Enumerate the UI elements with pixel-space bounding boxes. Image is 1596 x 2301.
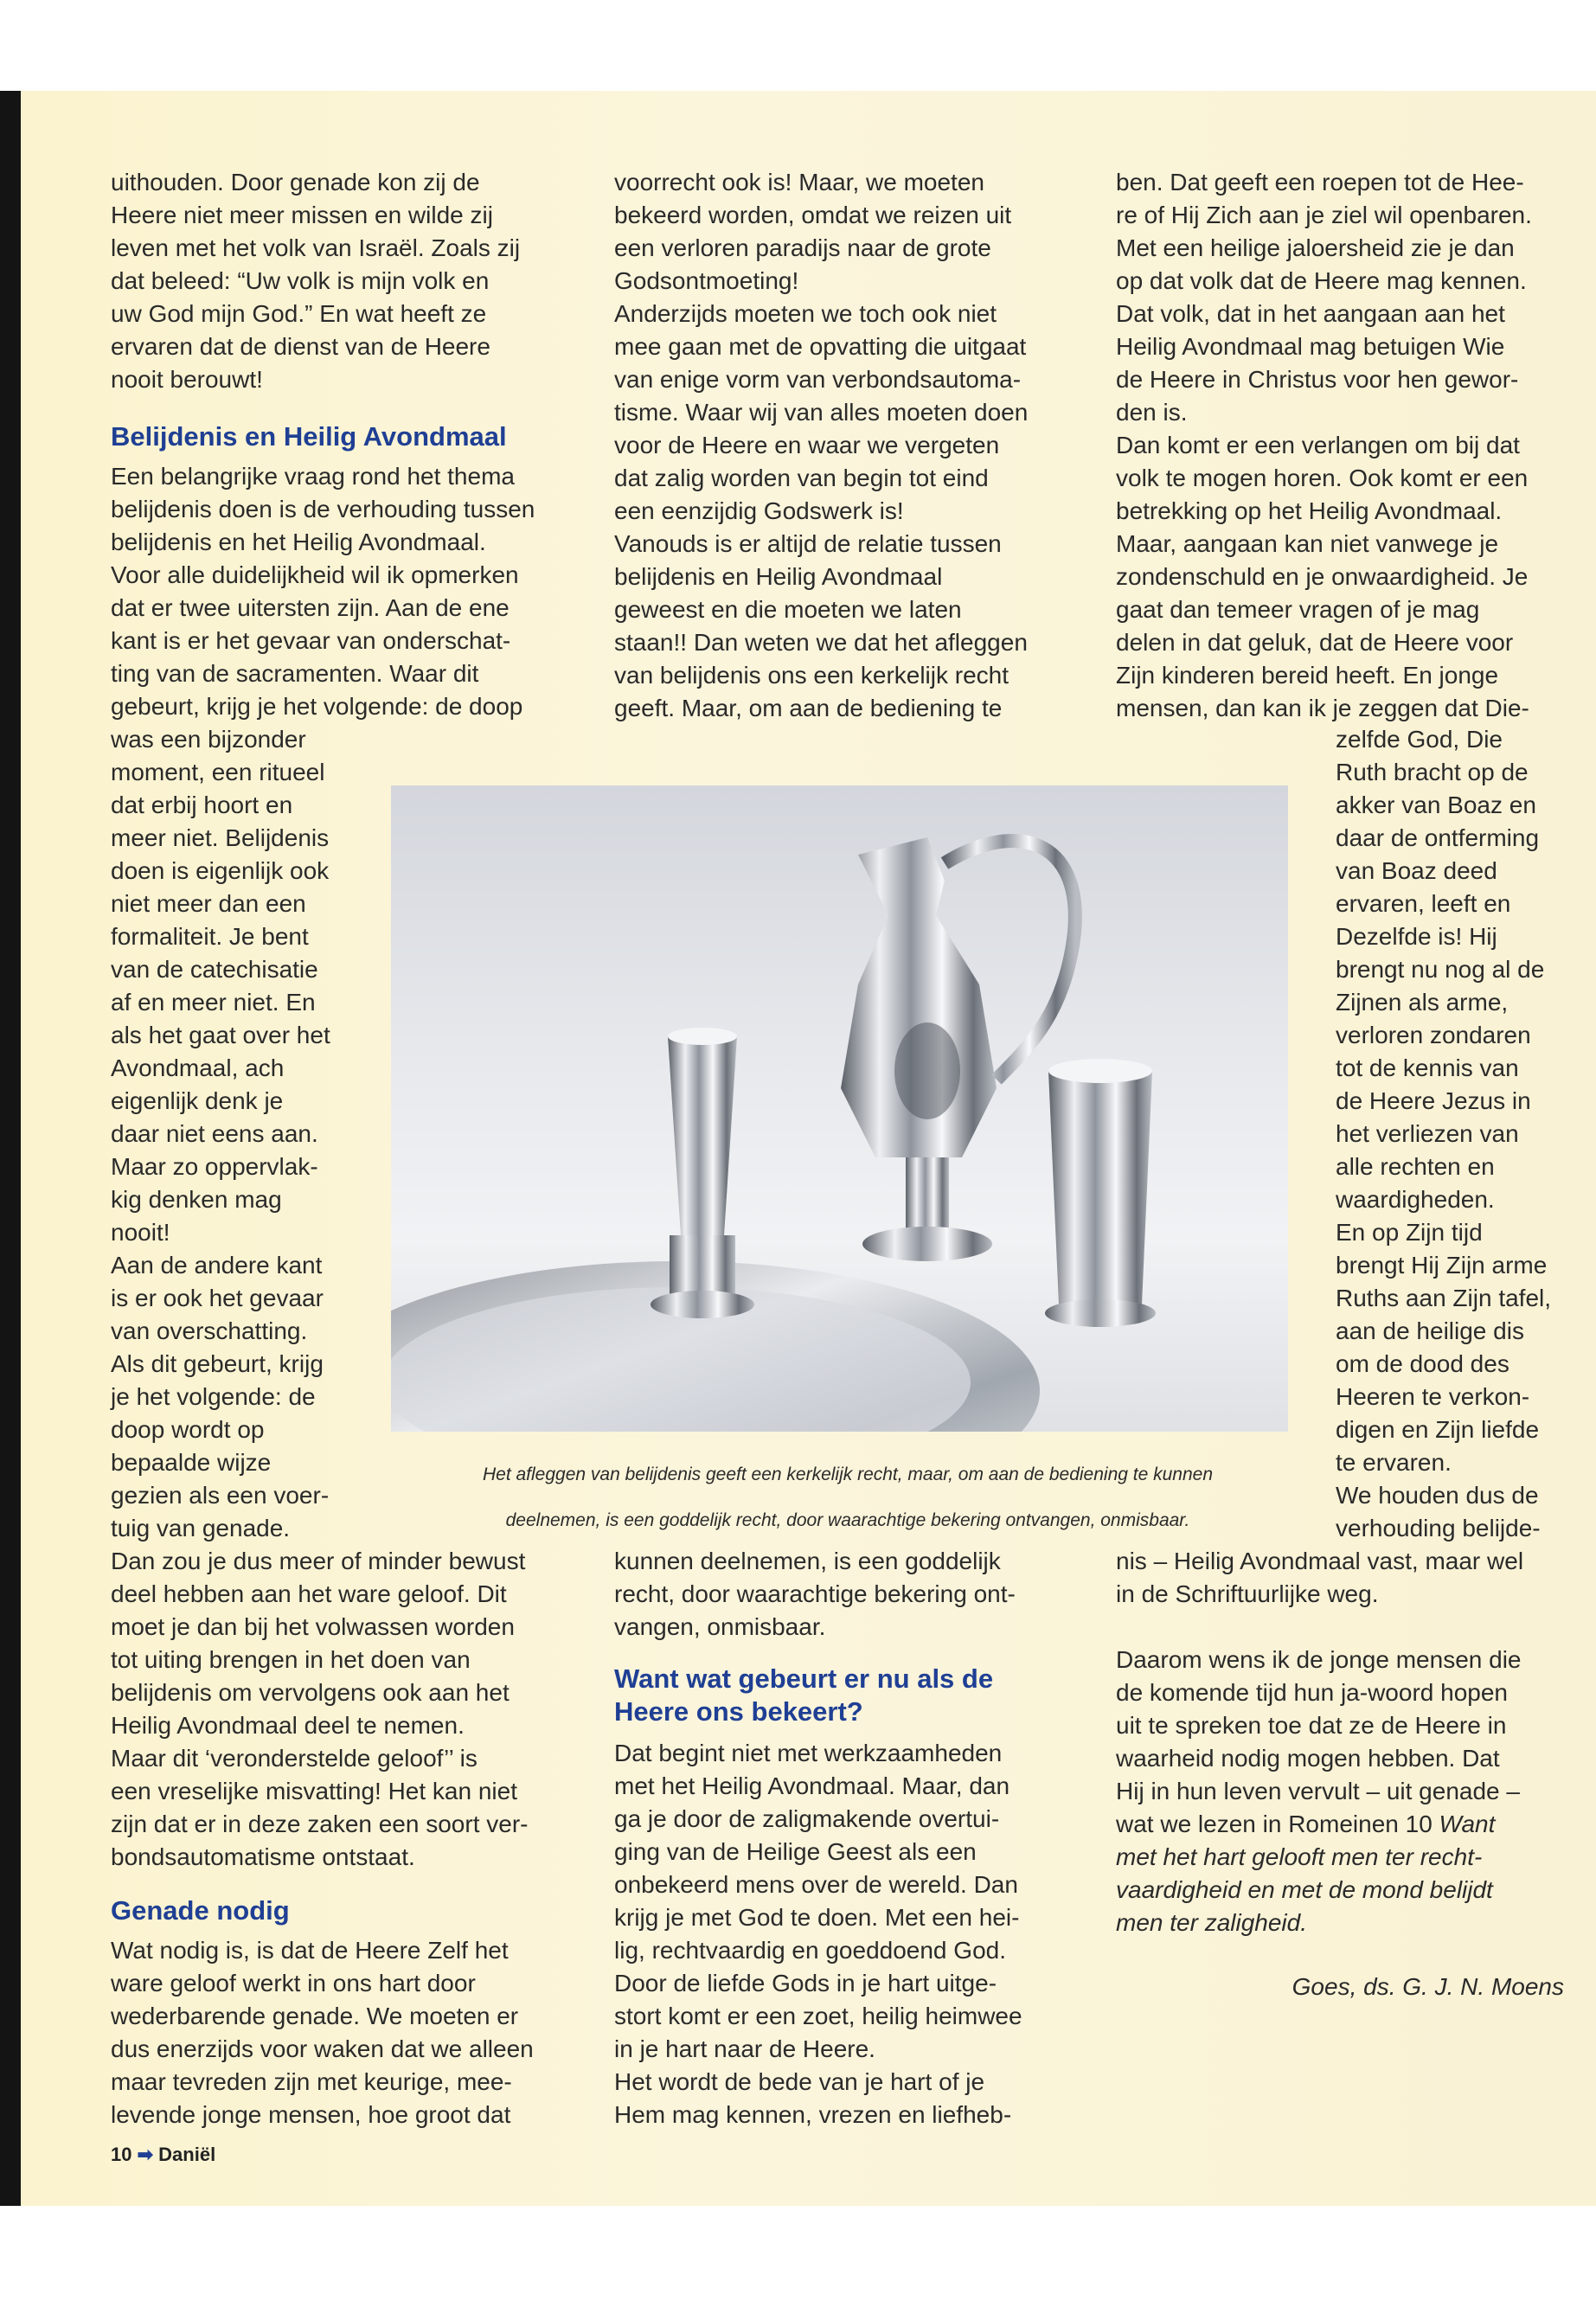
text-line: moet je dan bij het volwassen worden <box>111 1613 515 1640</box>
col1-narrow-text <box>111 723 388 1545</box>
text-line: ware geloof werkt in ons hart door <box>111 1970 476 1997</box>
text-line: Heilig Avondmaal mag betuigen Wie <box>1116 333 1505 360</box>
text-line: gaat dan temeer vragen of je mag <box>1116 596 1480 623</box>
text-line: staan!! Dan weten we dat het afleggen <box>614 629 1028 656</box>
text-line: in je hart naar de Heere. <box>614 2035 875 2062</box>
signature: Goes, ds. G. J. N. Moens <box>1292 1973 1564 2000</box>
text-line: Een belangrijke vraag rond het thema <box>111 463 515 490</box>
text-line: volk te mogen horen. Ook komt er een <box>1116 465 1529 491</box>
text-line: Door de liefde Gods in je hart uitge- <box>614 1970 997 1997</box>
text-line: belijdenis en Heilig Avondmaal <box>614 563 943 590</box>
text-line: Dan komt er een verlangen om bij dat <box>1116 432 1520 458</box>
text-line: brengt nu nog al de <box>1336 956 1545 983</box>
text-line: bondsautomatisme ontstaat. <box>111 1843 415 1870</box>
text-line: van de catechisatie <box>111 956 318 983</box>
text-line: alle rechten en <box>1336 1153 1495 1180</box>
text-line: krijg je met God te doen. Met een hei- <box>614 1904 1020 1931</box>
page-number: 10 <box>111 2144 132 2165</box>
text-line: levende jonge mensen, hoe groot dat <box>111 2101 511 2128</box>
text-line: Godsontmoeting! <box>614 267 799 294</box>
text-line: nooit! <box>111 1219 170 1246</box>
text-line: Als dit gebeurt, krijg <box>111 1350 324 1377</box>
text-line: was een bijzonder <box>111 726 306 753</box>
text-line: Heere niet meer missen en wilde zij <box>111 202 493 228</box>
text-line: stort komt er een zoet, heilig heimwee <box>614 2003 1022 2029</box>
text-line: digen en Zijn liefde <box>1336 1416 1540 1443</box>
text-line: leven met het volk van Israël. Zoals zij <box>111 234 521 261</box>
col3-bottom-text <box>1116 1644 1583 1939</box>
text-line: Anderzijds moeten we toch ook niet <box>614 300 997 327</box>
text-line: zondenschuld en je onwaardigheid. Je <box>1116 563 1529 590</box>
text-line: lig, rechtvaardig en goeddoend God. <box>614 1937 1006 1964</box>
communion-silverware-photo <box>391 785 1288 1432</box>
text-line: formaliteit. Je bent <box>111 923 309 950</box>
text-line: kig denken mag <box>111 1186 282 1213</box>
text-line: delen in dat geluk, dat de Heere voor <box>1116 629 1514 656</box>
text-line: de Heere Jezus in <box>1336 1087 1531 1114</box>
text-line: het verliezen van <box>1336 1120 1519 1147</box>
text-line: Maar, aangaan kan niet vanwege je <box>1116 530 1499 557</box>
text-line: in de Schriftuurlijke weg. <box>1116 1580 1379 1607</box>
text-line: van belijdenis ons een kerkelijk recht <box>614 662 1010 689</box>
col3-bottom-italic <box>1116 1841 1583 1939</box>
text-line: recht, door waarachtige bekering ont- <box>614 1580 1016 1607</box>
col2-after-text <box>614 1545 1099 1644</box>
text-line: doop wordt op <box>111 1416 265 1443</box>
text-line: van overschatting. <box>111 1317 308 1344</box>
text-line: Hij in hun leven vervult – uit genade – <box>1116 1778 1520 1804</box>
heading-bekeert: Want wat gebeurt er nu als de Heere ons bekeert? <box>614 1663 994 1727</box>
col3-top-text <box>1116 166 1583 725</box>
text-line: nis – Heilig Avondmaal vast, maar wel <box>1116 1548 1524 1574</box>
text-line: uithouden. Door genade kon zij de <box>111 169 480 195</box>
text-line: onbekeerd mens over de wereld. Dan <box>614 1871 1018 1898</box>
col1-mid-text <box>111 460 595 723</box>
text-line: ervaren dat de dienst van de Heere <box>111 333 490 360</box>
text-line: met het Heilig Avondmaal. Maar, dan <box>614 1772 1010 1799</box>
text-line: van enige vorm van verbondsautoma- <box>614 366 1022 393</box>
text-line: Heilig Avondmaal deel te nemen. <box>111 1712 465 1739</box>
text-line: Wat nodig is, is dat de Heere Zelf het <box>111 1937 509 1964</box>
text-line: brengt Hij Zijn arme <box>1336 1252 1548 1279</box>
text-line: daar niet eens aan. <box>111 1120 318 1147</box>
text-line: gebeurt, krijg je het volgende: de doop <box>111 693 523 720</box>
text-line: Het wordt de bede van je hart of je <box>614 2068 985 2095</box>
heading-belijdenis: Belijdenis en Heilig Avondmaal <box>111 421 507 452</box>
silverware-illustration <box>391 785 1288 1432</box>
text-line: gezien als een voer- <box>111 1482 330 1509</box>
text-line: dat erbij hoort en <box>111 792 293 818</box>
text-line: de Heere in Christus voor hen gewor- <box>1116 366 1519 393</box>
text-line: je het volgende: de <box>111 1383 316 1410</box>
text-line: verhouding belijde- <box>1336 1515 1541 1541</box>
text-line: uit te spreken toe dat ze de Heere in <box>1116 1712 1507 1739</box>
text-line: Ruths aan Zijn tafel, <box>1336 1285 1552 1311</box>
text-line: En op Zijn tijd <box>1336 1219 1483 1246</box>
text-line: kunnen deelnemen, is een goddelijk <box>614 1548 1001 1574</box>
text-line: ben. Dat geeft een roepen tot de Hee- <box>1116 169 1524 195</box>
text-line: waardigheden. <box>1336 1186 1495 1213</box>
text-line: akker van Boaz en <box>1336 792 1536 818</box>
arrow-icon: ➡ <box>137 2144 154 2165</box>
text-line: dus enerzijds voor waken dat we alleen <box>111 2035 534 2062</box>
text-line: Dat volk, dat in het aangaan aan het <box>1116 300 1505 327</box>
text-line: Avondmaal, ach <box>111 1054 285 1081</box>
text-line: ging van de Heilige Geest als een <box>614 1838 977 1865</box>
col1-bottom-text <box>111 1934 595 2131</box>
text-line: Zijnen als arme, <box>1336 989 1509 1016</box>
text-line: Dezelfde is! Hij <box>1336 923 1497 950</box>
text-line: tot uiting brengen in het doen van <box>111 1646 471 1673</box>
page-footer <box>111 2144 215 2166</box>
text-line: zelfde God, Die <box>1336 726 1503 753</box>
text-line: aan de heilige dis <box>1336 1317 1524 1344</box>
text-line: dat zalig worden van begin tot eind <box>614 465 989 491</box>
text-line: Heeren te verkon- <box>1336 1383 1530 1410</box>
text-line: daar de ontferming <box>1336 824 1540 851</box>
page-spine <box>0 91 21 2206</box>
col3-narrow-text <box>1336 723 1586 1545</box>
romeinen-intro: wat we lezen in Romeinen 10 <box>1116 1811 1439 1837</box>
text-line: Dan zou je dus meer of minder bewust <box>111 1548 526 1574</box>
text-line: bepaalde wijze <box>111 1449 272 1476</box>
col2-top-text <box>614 166 1099 725</box>
col3-after-text <box>1116 1545 1583 1611</box>
text-line: een eenzijdig Godswerk is! <box>614 497 904 524</box>
romeinen-quote-start: Want <box>1439 1811 1496 1837</box>
text-line: Het afleggen van belijdenis geeft een kerkelijk recht, maar, om aan de bediening te kunnen <box>482 1465 1214 1484</box>
text-line: met het hart gelooft men ter recht- <box>1116 1843 1483 1870</box>
text-line: een vreselijke misvatting! Het kan niet <box>111 1778 517 1804</box>
text-line: re of Hij Zich aan je ziel wil openbaren. <box>1116 202 1532 228</box>
text-line: dat er twee uitersten zijn. Aan de ene <box>111 594 510 621</box>
text-line: belijdenis en het Heilig Avondmaal. <box>111 529 486 555</box>
text-line: om de dood des <box>1336 1350 1509 1377</box>
text-line: We houden dus de <box>1336 1482 1539 1509</box>
text-line: Hem mag kennen, vrezen en liefheb- <box>614 2101 1012 2128</box>
text-line: Maar dit ‘veronderstelde geloof’’ is <box>111 1745 478 1772</box>
text-line: belijdenis om vervolgens ook aan het <box>111 1679 510 1706</box>
text-line: Ruth bracht op de <box>1336 759 1529 785</box>
text-line: ga je door de zaligmakende overtui- <box>614 1805 1000 1832</box>
text-line: geeft. Maar, om aan de bediening te <box>614 695 1003 721</box>
text-line: niet meer dan een <box>111 890 306 917</box>
text-line: deelnemen, is een goddelijk recht, door waarachtige bekering ontvangen, onmisbaar. <box>505 1510 1190 1530</box>
text-line: deel hebben aan het ware geloof. Dit <box>111 1580 507 1607</box>
text-line: den is. <box>1116 399 1188 426</box>
text-line: Daarom wens ik de jonge mensen die <box>1116 1646 1522 1673</box>
text-line: ting van de sacramenten. Waar dit <box>111 660 479 687</box>
text-line: betrekking op het Heilig Avondmaal. <box>1116 497 1503 524</box>
text-line: eigenlijk denk je <box>111 1087 284 1114</box>
text-line: wederbarende genade. We moeten er <box>111 2003 519 2029</box>
text-line: af en meer niet. En <box>111 989 316 1016</box>
heading-genade: Genade nodig <box>111 1895 290 1926</box>
text-line: op dat volk dat de Heere mag kennen. <box>1116 267 1527 294</box>
text-line: kant is er het gevaar van onderschat- <box>111 627 511 654</box>
photo-caption <box>407 1443 1289 1553</box>
col1-after-text <box>111 1545 595 1874</box>
text-line: tuig van genade. <box>111 1515 291 1541</box>
text-line: waarheid nodig mogen hebben. Dat <box>1116 1745 1500 1772</box>
text-line: vaardigheid en met de mond belijdt <box>1116 1876 1493 1903</box>
text-line: te ervaren. <box>1336 1449 1452 1476</box>
text-line: moment, een ritueel <box>111 759 325 785</box>
text-line: Met een heilige jaloersheid zie je dan <box>1116 234 1515 261</box>
text-line: mee gaan met de opvatting die uitgaat <box>614 333 1027 360</box>
text-line: tisme. Waar wij van alles moeten doen <box>614 399 1029 426</box>
text-line: uw God mijn God.” En wat heeft ze <box>111 300 487 327</box>
text-line: Dat begint niet met werkzaamheden <box>614 1740 1003 1766</box>
text-line: vangen, onmisbaar. <box>614 1613 826 1640</box>
col3-bottom-plain <box>1116 1644 1583 1808</box>
text-line: dat beleed: “Uw volk is mijn volk en <box>111 267 490 294</box>
text-line: een verloren paradijs naar de grote <box>614 234 991 261</box>
text-line: is er ook het gevaar <box>111 1285 324 1311</box>
text-line: men ter zaligheid. <box>1116 1909 1308 1936</box>
text-line: maar tevreden zijn met keurige, mee- <box>111 2068 512 2095</box>
text-line: Zijn kinderen bereid heeft. En jonge <box>1116 662 1499 689</box>
text-line: bekeerd worden, omdat we reizen uit <box>614 202 1012 228</box>
col2-bottom-text <box>614 1737 1099 2131</box>
text-line: meer niet. Belijdenis <box>111 824 330 851</box>
text-line: verloren zondaren <box>1336 1022 1531 1048</box>
text-line: belijdenis doen is de verhouding tussen <box>111 496 535 522</box>
text-line: mensen, dan kan ik je zeggen dat Die- <box>1116 695 1529 721</box>
text-line: Vanouds is er altijd de relatie tussen <box>614 530 1002 557</box>
text-line: tot de kennis van <box>1336 1054 1519 1081</box>
text-line: de komende tijd hun ja-woord hopen <box>1116 1679 1508 1706</box>
text-line: nooit berouwt! <box>111 366 263 393</box>
col1-top-text <box>111 166 578 396</box>
text-line: van Boaz deed <box>1336 857 1497 884</box>
text-line: voorrecht ook is! Maar, we moeten <box>614 169 984 195</box>
text-line: Maar zo oppervlak- <box>111 1153 318 1180</box>
text-line: Voor alle duidelijkheid wil ik opmerken <box>111 561 519 588</box>
text-line: ervaren, leeft en <box>1336 890 1511 917</box>
magazine-name: Daniël <box>158 2144 216 2165</box>
text-line: doen is eigenlijk ook <box>111 857 330 884</box>
text-line: voor de Heere en waar we vergeten <box>614 432 1000 458</box>
text-line: zijn dat er in deze zaken een soort ver- <box>111 1811 529 1837</box>
text-line: Aan de andere kant <box>111 1252 323 1279</box>
col3-bottom-mixed-line <box>1116 1808 1583 1841</box>
text-line: als het gaat over het <box>111 1022 330 1048</box>
text-line: geweest en die moeten we laten <box>614 596 962 623</box>
